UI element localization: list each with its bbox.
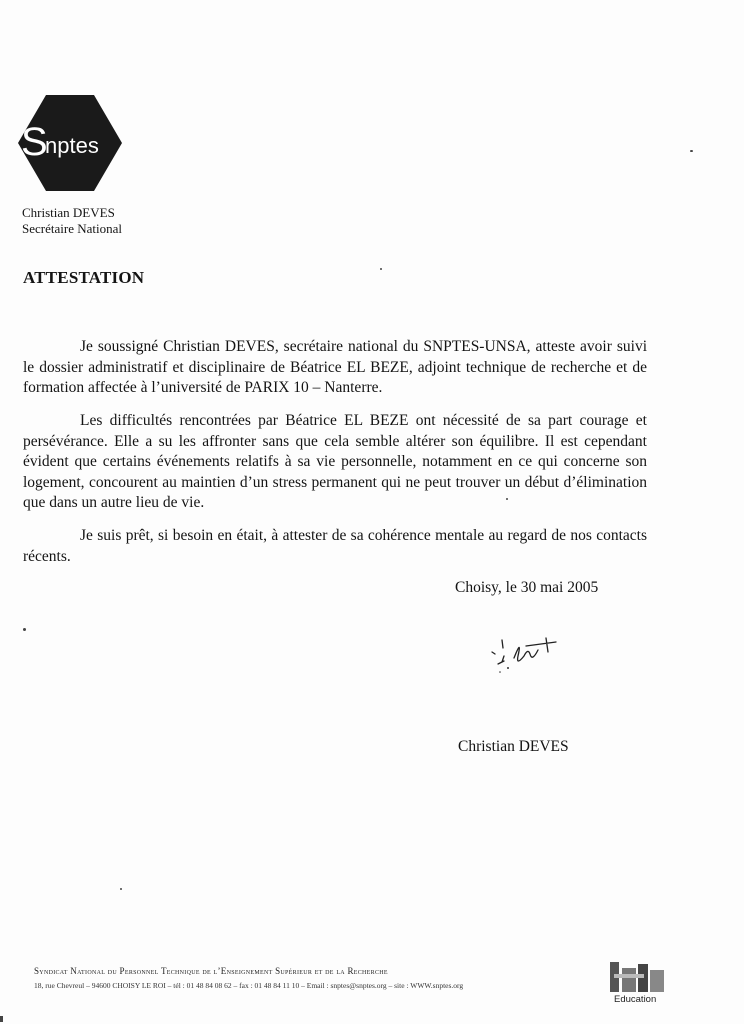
handwritten-signature — [480, 630, 590, 690]
scan-speck — [380, 268, 382, 270]
logo-letters-nptes: nptes — [45, 133, 99, 158]
paragraph-2-text: Les difficultés rencontrées par Béatrice EL BEZE ont nécessité de sa part courage et persévérance. Elle a su les affronter sans que cela semble altérer son équilibre. Il est cependant évident que certains événements relatifs à sa vie personnelle, notamment en ce qui concerne son logement, concourent au maintien d’un stress permanent qui ne peut trouver un début d’élimination que dans un autre lieu de vie. — [23, 412, 647, 511]
logo-letter-s: S — [21, 120, 48, 164]
scan-speck — [23, 628, 26, 631]
scan-speck — [690, 150, 693, 152]
paragraph-3-text: Je suis prêt, si besoin en était, à attester de sa cohérence mentale au regard de nos contacts récents. — [23, 527, 647, 565]
place-and-date: Choisy, le 30 mai 2005 — [455, 579, 599, 596]
snptes-logo — [16, 93, 124, 193]
scan-speck — [120, 888, 122, 890]
footer-address: 18, rue Chevreul – 94600 CHOISY LE ROI – tél : 01 48 84 08 62 – fax : 01 48 84 11 10 – Email : snptes@snptes.org – site : WWW.snptes.org — [34, 981, 464, 990]
hexagon-logo-icon — [16, 93, 124, 193]
scan-speck — [0, 1016, 3, 1022]
footer-organization: Syndicat National du Personnel Technique de l’Enseignement Supérieur et de la Recherche — [34, 966, 388, 976]
paragraph-1-text: Je soussigné Christian DEVES, secrétaire national du SNPTES-UNSA, atteste avoir suivi le dossier administratif et disciplinaire de Béatrice EL BEZE, adjoint technique de recherche et de formation affectée à l’université de PARIX 10 – Nanterre. — [23, 338, 647, 396]
sender-block — [22, 205, 122, 237]
education-label: Education — [614, 994, 657, 1005]
signer-name: Christian DEVES — [458, 738, 569, 755]
signature-icon — [480, 630, 590, 690]
paragraph-2 — [23, 411, 647, 514]
paragraph-1 — [23, 337, 647, 399]
sender-role: Secrétaire National — [22, 221, 122, 236]
sender-name: Christian DEVES — [22, 205, 115, 220]
scan-speck — [506, 498, 508, 500]
document-title: ATTESTATION — [23, 268, 145, 287]
paragraph-3 — [23, 526, 647, 567]
